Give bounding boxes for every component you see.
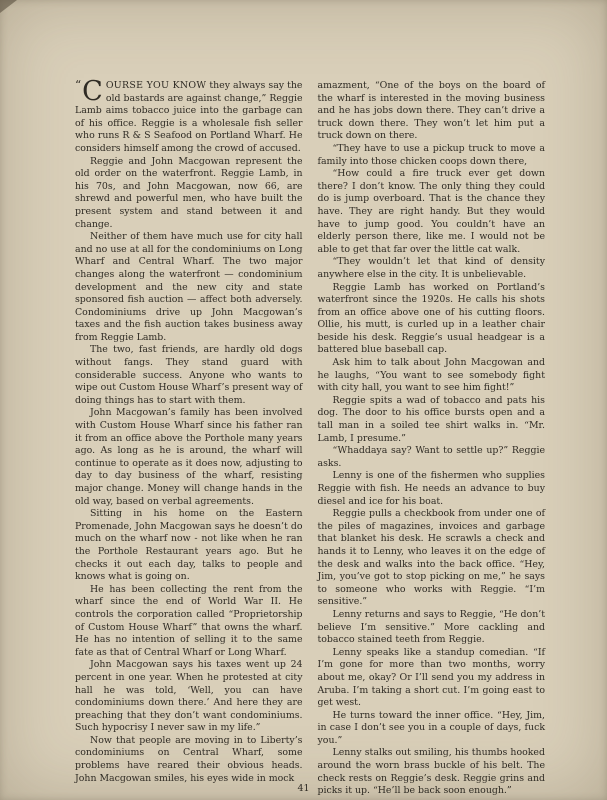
paragraph: Reggie pulls a checkbook from under one of the piles of magazines, invoices and garbage that blanket his desk. He scrawls a check and hands it to Lenny, who leaves it on the edge of the desk and walks into the back office. “Hey, Jim, you’ve got to stop picking on me,” he says to someone who works with Reggie. “I’m sensitive.” — [317, 508, 545, 608]
opening-paragraph — [75, 76, 303, 156]
lead-caps-text: OURSE YOU KNOW — [105, 80, 207, 91]
paragraph: Reggie and John Macgowan represent the old order on the waterfront. Reggie Lamb, in his 70s, and John Macgowan, now 66, are shrewd and powerful men, who have built the present system and stand between it and change. — [75, 155, 303, 230]
paragraph: Reggie spits a wad of tobacco and pats his dog. The door to his office bursts open and a tall man in a soiled tee shirt walks in. “Mr. Lamb, I presume.” — [317, 394, 545, 444]
page-corner-shadow — [0, 0, 17, 13]
paragraph: He has been collecting the rent from the wharf since the end of World War II. He controls the corporation called “Proprietorship of Custom House Wharf” that owns the wharf. He has no intention of selling it to the same fate as that of Central Wharf or Long Wharf. — [75, 583, 303, 658]
paragraph: The two, fast friends, are hardly old dogs without fangs. They stand guard with considerable success. Anyone who wants to wipe out Custom House Wharf’s present way of doing things has to start with them. — [75, 344, 303, 406]
paragraph: “Whaddaya say? Want to settle up?” Reggie asks. — [317, 445, 545, 469]
paragraph: John Macgowan says his taxes went up 24 percent in one year. When he protested at city hall he was told, ‘Well, you can have condominiums down there.’ And here they are preaching that they don’t want condominiums. Such hypocrisy I never saw in my life.” — [75, 659, 303, 734]
right-column-paragraphs — [318, 80, 546, 798]
opening-paragraph-text: they always say the old bastards are against change,” Reggie Lamb aims tobacco juice into the garbage can of his office. Reggie is a wholesale fish seller who runs R & S Seafood on Portland Wharf. He considers himself among the crowd of accused. — [75, 80, 303, 154]
paragraph: Now that people are moving in to Liberty’s condominiums on Central Wharf, some problems have reared their obvious heads. John Macgowan smiles, his eyes wide in mock — [75, 734, 303, 784]
paragraph: “They have to use a pickup truck to move a family into those chicken coops down there, — [317, 142, 545, 167]
paragraph: Sitting in his home on the Eastern Promenade, John Macgowan says he doesn’t do much on the wharf now - not like when he ran the Porthole Restaurant years ago. But he checks it out each day, talks to people and knows what is going on. — [75, 508, 303, 583]
paragraph: Lenny speaks like a standup comedian. “If I’m gone for more than two months, worry about me, okay? Or I’ll send you my address in Aruba. I’m taking a short cut. I’m going east to get west. — [317, 646, 545, 709]
paragraph: Ask him to talk about John Macgowan and he laughs, “You want to see somebody fight with city hall, you want to see him fight!” — [317, 357, 545, 394]
paragraph: Lenny is one of the fishermen who supplies Reggie with fish. He needs an advance to buy diesel and ice for his boat. — [317, 470, 545, 507]
paragraph: He turns toward the inner office. “Hey, Jim, in case I don’t see you in a couple of days, fuck you.” — [317, 709, 545, 746]
right-column — [318, 80, 546, 798]
paragraph: “They wouldn’t let that kind of density anywhere else in the city. It is unbelievable. — [317, 256, 545, 280]
opening-quote-mark: “ — [75, 78, 82, 92]
paragraph: Lenny stalks out smiling, his thumbs hooked around the worn brass buckle of his belt. The check rests on Reggie’s desk. Reggie grins and picks it up. “He’ll be back soon enough.” — [317, 747, 545, 797]
paragraph: John Macgowan’s family has been involved with Custom House Wharf since his father ran it from an office above the Porthole many years ago. As long as he is around, the wharf will continue to operate as it does now, adjusting to day to day business of the wharf, resisting major change. Money will change hands in the old way, based on verbal agreements. — [75, 407, 303, 507]
paragraph: Reggie Lamb has worked on Portland’s waterfront since the 1920s. He calls his shots from an office above one of his cutting floors. Ollie, his mutt, is curled up in a leather chair beside his desk. Reggie’s usual headgear is a battered blue baseball cap. — [317, 281, 545, 356]
paragraph: amazment, “One of the boys on the board of the wharf is interested in the moving business and he has jobs down there. They can’t drive a truck down there. They won’t let him put a truck down on there. — [317, 80, 545, 142]
left-column-paragraphs — [75, 156, 303, 786]
page-number: 41 — [297, 783, 310, 794]
paragraph: “How could a fire truck ever get down there? I don’t know. The only thing they could do is jump overboard. That is the chance they have. They are right handy. But they would have to jump good. You couldn’t have an elderly person there, like me. I would not be able to get that far over the little cat walk. — [317, 168, 545, 255]
left-column — [75, 76, 303, 798]
paragraph: Neither of them have much use for city hall and no use at all for the condominiums on Long Wharf and Central Wharf. The two major changes along the waterfront — condominium development and the new city and state sponsored fish auction — affect both adversely. Condominiums drive up John Macgowan’s taxes and the fish auction takes business away from Reggie Lamb. — [75, 231, 303, 343]
drop-cap: C — [82, 76, 103, 107]
paragraph: Lenny returns and says to Reggie, “He don’t believe I’m sensitive.” More cackling and tobacco stained teeth from Reggie. — [317, 608, 545, 646]
